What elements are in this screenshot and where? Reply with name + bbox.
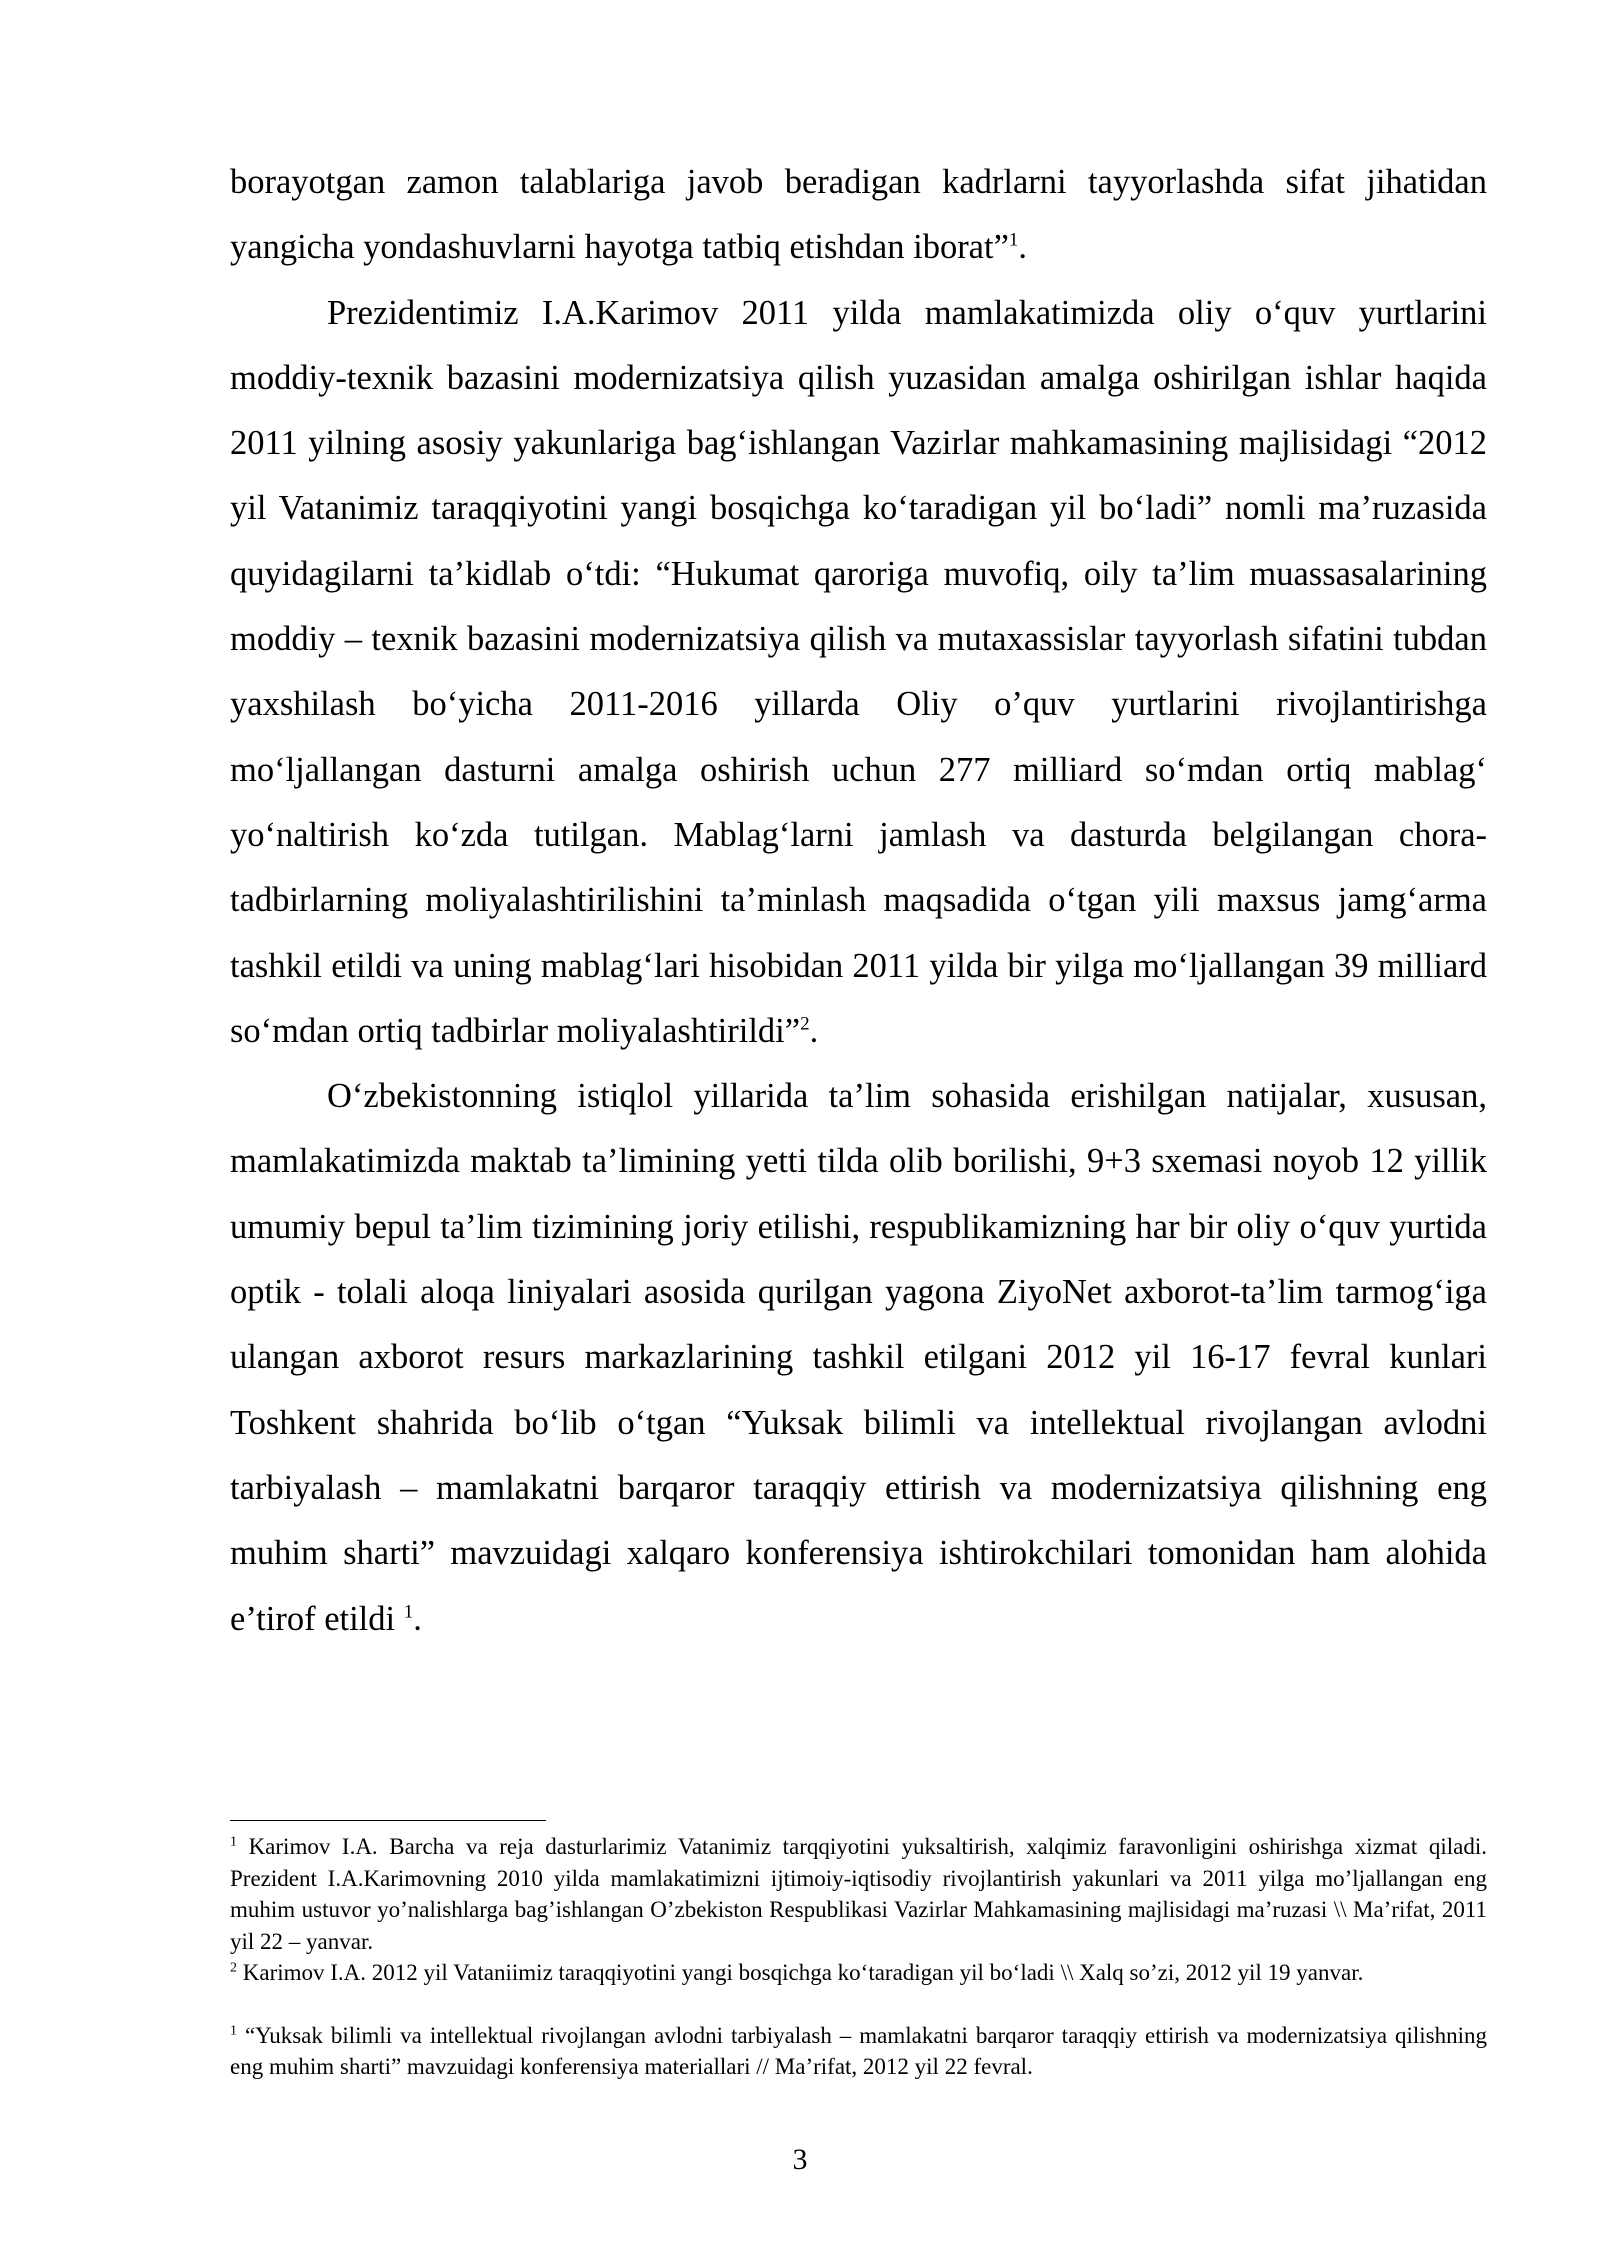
paragraph-2 <box>230 281 1487 1065</box>
main-text <box>230 150 1487 1652</box>
footnote-mark: 2 <box>230 1960 237 1976</box>
footnote-mark: 1 <box>230 1834 237 1850</box>
footnote-ref[interactable]: 2 <box>800 1013 810 1035</box>
footnotes <box>230 1820 1487 2083</box>
footnote-gap <box>230 1989 1487 2020</box>
paragraph-1 <box>230 150 1487 281</box>
paragraph-text: O‘zbekistonning istiqlol yillarida ta’lim sohasida erishilgan natijalar, xususan, mamlakatimizda maktab ta’limining yetti tilda olib borilishi, 9+3 sxemasi noyob 12 yillik umumiy bepul ta’lim tizimining joriy etilishi, respublikamizning har bir oliy o‘quv yurtida optik - tolali aloqa liniyalari asosida qurilgan yagona ZiyoNet axborot-ta’lim tarmog‘iga ulangan axborot resurs markazlarining tashkil etilgani 2012 yil 16-17 fevral kunlari Toshkent shahrida bo‘lib o‘tgan “Yuksak bilimli va intellektual rivojlangan avlodni tarbiyalash – mamlakatni barqaror taraqqiy ettirish va modernizatsiya qilishning eng muhim sharti” mavzuidagi xalqaro konferensiya ishtirokchilari tomonidan ham alohida e’tirof etildi <box>230 1077 1487 1638</box>
paragraph-text: Prezidentimiz I.A.Karimov 2011 yilda mamlakatimizda oliy o‘quv yurtlarini moddiy-texnik bazasini modernizatsiya qilish yuzasidan amalga oshirilgan ishlar haqida 2011 yilning asosiy yakunlariga bag‘ishlangan Vazirlar mahkamasining majlisidagi “2012 yil Vatanimiz taraqqiyotini yangi bosqichga ko‘taradigan yil bo‘ladi” nomli ma’ruzasida quyidagilarni ta’kidlab o‘tdi: “Hukumat qaroriga muvofiq, oily ta’lim muassasalarining moddiy – texnik bazasini modernizatsiya qilish va mutaxassislar tayyorlash sifatini tubdan yaxshilash bo‘yicha 2011-2016 yillarda Oliy o’quv yurtlarini rivojlantirishga mo‘ljallangan dasturni amalga oshirish uchun 277 milliard so‘mdan ortiq mablag‘ yo‘naltirish ko‘zda tutilgan. Mablag‘larni jamlash va dasturda belgilangan chora-tadbirlarning moliyalashtirilishini ta’minlash maqsadida o‘tgan yili maxsus jamg‘arma tashkil etildi va uning mablag‘lari hisobidan 2011 yilda bir yilga mo‘ljallangan 39 milliard so‘mdan ortiq tadbirlar moliyalashtirildi” <box>230 293 1487 1050</box>
footnote-2 <box>230 1957 1487 1989</box>
paragraph-tail: . <box>1018 228 1028 267</box>
footnote-ref[interactable]: 1 <box>1008 229 1019 251</box>
footnote-text: “Yuksak bilimli va intellektual rivojlangan avlodni tarbiyalash – mamlakatni barqaror taraqqiy ettirish va modernizatsiya qilishning eng muhim sharti” mavzuidagi konferensiya materiallari // Ma’rifat, 2012 yil 22 fevral. <box>230 2022 1487 2079</box>
paragraph-tail: . <box>809 1011 819 1050</box>
footnote-1 <box>230 1831 1487 1957</box>
footnote-ref[interactable]: 1 <box>403 1601 414 1623</box>
footnote-separator <box>230 1820 546 1821</box>
page-body <box>230 150 1487 1652</box>
footnote-text: Karimov I.A. 2012 yil Vataniimiz taraqqiyotini yangi bosqichga ko‘taradigan yil bo‘ladi \\ Xalq so’zi, 2012 yil 19 yanvar. <box>237 1960 1364 1985</box>
paragraph-3 <box>230 1064 1487 1652</box>
footnote-mark: 1 <box>230 2022 237 2038</box>
footnote-text: Karimov I.A. Barcha va reja dasturlarimiz Vatanimiz tarqqiyotini yuksaltirish, xalqimiz faravonligini oshirishga xizmat qiladi. Prezident I.A.Karimovning 2010 yilda mamlakatimizni ijtimoiy-iqtisodiy rivojlantirish yakunlari va 2011 yilga mo’ljallangan eng muhim ustuvor yo’nalishlarga bag’ishlangan O’zbekiston Respublikasi Vazirlar Mahkamasining majlisidagi ma’ruzasi \\ Ma’rifat, 2011 yil 22 – yanvar. <box>230 1834 1487 1954</box>
paragraph-text: borayotgan zamon talablariga javob beradigan kadrlarni tayyorlashda sifat jihatidan yangicha yondashuvlarni hayotga tatbiq etishdan iborat” <box>230 163 1487 267</box>
footnote-3 <box>230 2020 1487 2083</box>
page-number: 3 <box>792 2143 808 2176</box>
paragraph-tail: . <box>413 1599 422 1638</box>
